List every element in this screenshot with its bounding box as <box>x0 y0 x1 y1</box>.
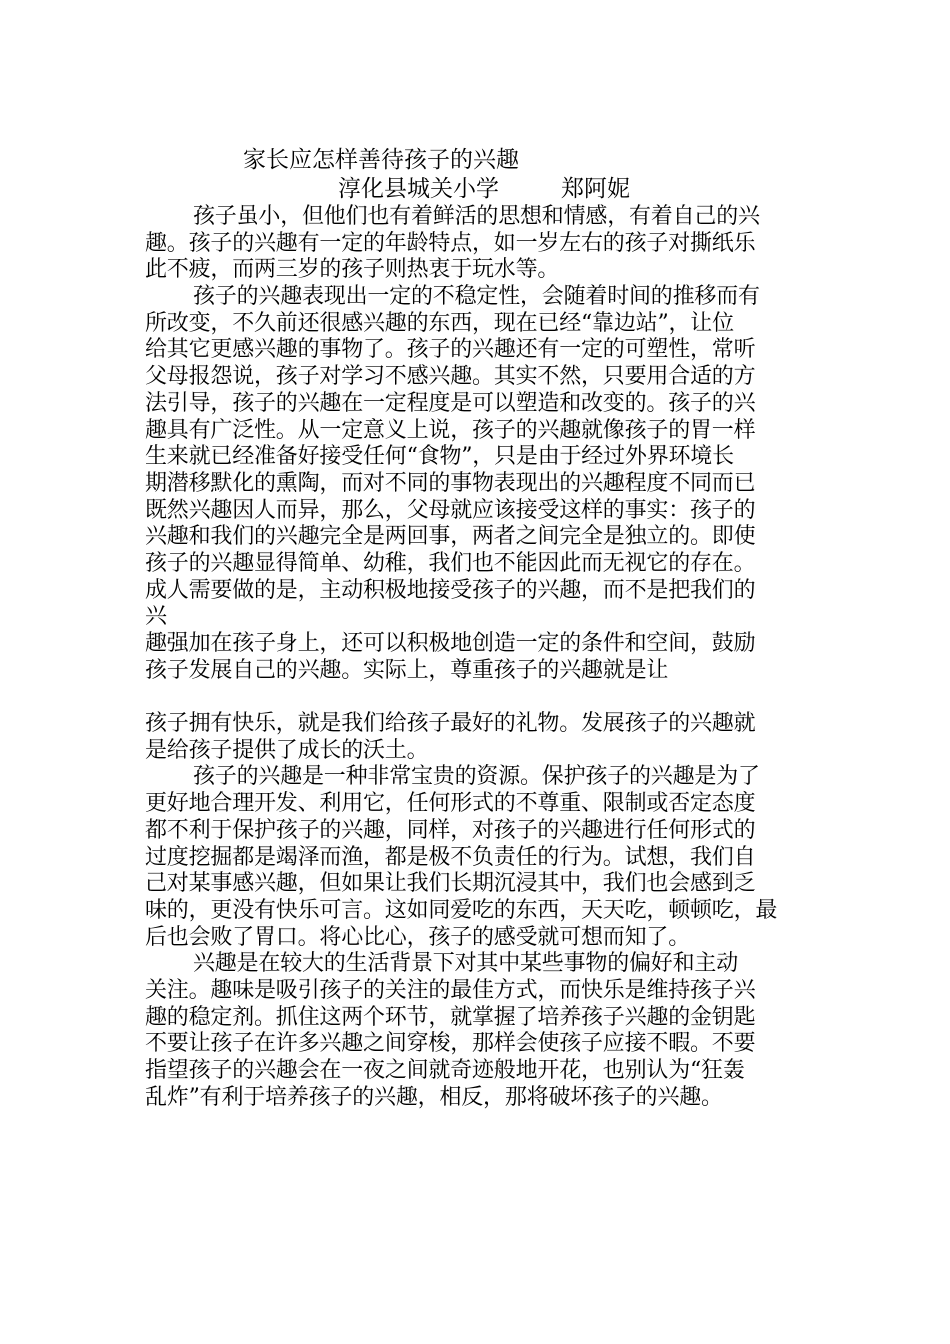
text-line: 孩子发展自己的兴趣。实际上，尊重孩子的兴趣就是让 <box>145 657 669 683</box>
text-line: 孩子的兴趣是一种非常宝贵的资源。保护孩子的兴趣是为了 <box>193 764 760 790</box>
text-line: 孩子拥有快乐，就是我们给孩子最好的礼物。发展孩子的兴趣就 <box>145 711 756 737</box>
text-line: 兴趣是在较大的生活背景下对其中某些事物的偏好和主动 <box>193 951 739 977</box>
text-line: 趣强加在孩子身上，还可以积极地创造一定的条件和空间，鼓励 <box>145 631 756 656</box>
text-line: 给其它更感兴趣的事物了。孩子的兴趣还有一定的可塑性，常听 <box>145 337 756 363</box>
text-line: 孩子虽小，但他们也有着鲜活的思想和情感，有着自己的兴 <box>193 204 760 229</box>
text-line: 既然兴趣因人而异，那么，父母就应该接受这样的事实：孩子的 <box>145 497 756 523</box>
text-line: 不要让孩子在许多兴趣之间穿梭，那样会使孩子应接不暇。不要 <box>145 1031 756 1057</box>
byline <box>338 175 810 204</box>
text-line: 后也会败了胃口。将心比心，孩子的感受就可想而知了。 <box>145 924 691 950</box>
text-line: 过度挖掘都是竭泽而渔，都是极不负责任的行为。试想，我们自 <box>145 844 756 870</box>
text-line: 生来就已经准备好接受任何“食物”，只是由于经过外界环境长 <box>145 444 734 470</box>
text-line: 成人需要做的是，主动积极地接受孩子的兴趣，而不是把我们的 <box>145 577 756 603</box>
text-line: 所改变，不久前还很感兴趣的东西，现在已经“靠边站”，让位 <box>145 310 734 336</box>
text-line: 孩子的兴趣显得简单、幼稚，我们也不能因此而无视它的存在。 <box>145 550 756 576</box>
document-title: 家长应怎样善待孩子的兴趣 <box>243 147 519 173</box>
text-line: 父母报怨说，孩子对学习不感兴趣。其实不然，只要用合适的方 <box>145 364 756 390</box>
school-name: 淳化县城关小学 <box>338 176 499 202</box>
text-line: 味的，更没有快乐可言。这如同爱吃的东西，天天吃，顿顿吃，最 <box>145 897 778 923</box>
text-line: 法引导，孩子的兴趣在一定程度是可以塑造和改变的。孩子的兴 <box>145 390 756 416</box>
text-line: 孩子的兴趣表现出一定的不稳定性，会随着时间的推移而有 <box>193 284 760 310</box>
text-line: 是给孩子提供了成长的沃土。 <box>145 737 429 763</box>
document-page <box>145 146 810 1111</box>
text-line: 兴 <box>145 604 167 630</box>
article-body <box>145 204 810 1111</box>
text-line: 趣具有广泛性。从一定意义上说，孩子的兴趣就像孩子的胃一样 <box>145 417 756 443</box>
text-line: 期潜移默化的熏陶，而对不同的事物表现出的兴趣程度不同而已 <box>145 470 756 496</box>
text-line: 更好地合理开发、利用它，任何形式的不尊重、限制或否定态度 <box>145 791 756 817</box>
text-line: 关注。趣味是吸引孩子的关注的最佳方式，而快乐是维持孩子兴 <box>145 977 756 1003</box>
text-line: 趣的稳定剂。抓住这两个环节，就掌握了培养孩子兴趣的金钥匙 <box>145 1004 756 1030</box>
text-line: 兴趣和我们的兴趣完全是两回事，两者之间完全是独立的。即使 <box>145 524 756 550</box>
text-line: 此不疲，而两三岁的孩子则热衷于玩水等。 <box>145 257 560 283</box>
text-line: 指望孩子的兴趣会在一夜之间就奇迹般地开花，也别认为“狂轰 <box>145 1058 745 1083</box>
text-line: 都不利于保护孩子的兴趣，同样，对孩子的兴趣进行任何形式的 <box>145 817 756 843</box>
text-line <box>145 684 810 711</box>
author-name: 郑阿妮 <box>561 176 630 202</box>
text-line: 己对某事感兴趣，但如果让我们长期沉浸其中，我们也会感到乏 <box>145 871 756 897</box>
text-line: 乱炸”有利于培养孩子的兴趣，相反，那将破坏孩子的兴趣。 <box>145 1084 723 1110</box>
text-line: 趣。孩子的兴趣有一定的年龄特点，如一岁左右的孩子对撕纸乐 <box>145 230 756 256</box>
